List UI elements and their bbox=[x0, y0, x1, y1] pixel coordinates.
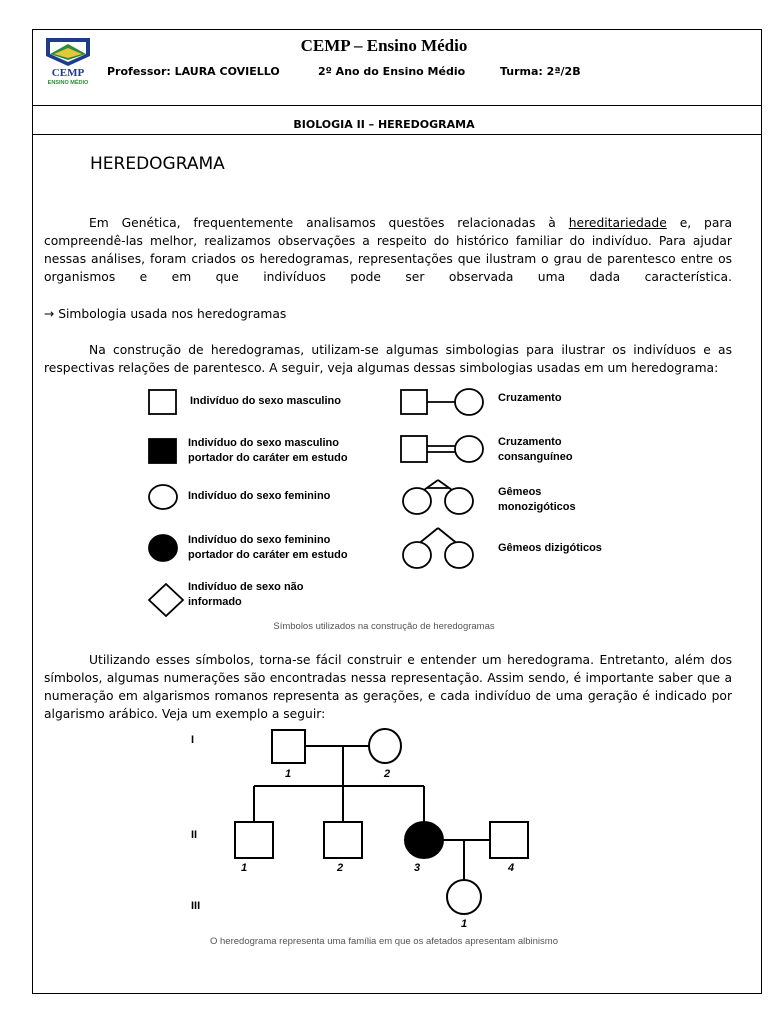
professor-label: Professor: LAURA COVIELLO bbox=[107, 65, 280, 78]
legend-mz-twins: Gêmeos monozigóticos bbox=[498, 486, 576, 513]
school-title: CEMP – Ensino Médio bbox=[300, 36, 468, 55]
symbols-line-2: respectivas relações de parentesco. A seguir, veja algumas dessas simbologias usadas em um heredograma: bbox=[44, 361, 719, 375]
svg-text:ENSINO MÉDIO: ENSINO MÉDIO bbox=[47, 80, 89, 86]
legend-female: Indivíduo do sexo feminino bbox=[188, 490, 331, 502]
gen1-number-2: 2 bbox=[384, 768, 391, 780]
page-title: HEREDOGRAMA bbox=[90, 154, 225, 174]
hereditariedade-link[interactable]: hereditariedade bbox=[568, 216, 667, 230]
gen1-female-2 bbox=[369, 729, 401, 763]
generation-label-1: I bbox=[191, 734, 195, 746]
generation-label-2: II bbox=[191, 829, 198, 841]
gen2-number-3: 3 bbox=[414, 862, 421, 874]
legend-male: Indivíduo do sexo masculino bbox=[190, 395, 341, 407]
intro-line-1: Em Genética, frequentemente analisamos questões relacionadas à hereditariedade e, para bbox=[89, 216, 732, 230]
legend-affected-male: Indivíduo do sexo masculino portador do caráter em estudo bbox=[188, 437, 348, 464]
example-line-2: símbolos, algumas numerações são encontradas nessa representação. Assim sendo, é importante saber que a bbox=[44, 671, 732, 685]
gen2-number-2: 2 bbox=[337, 862, 344, 874]
legend-affected-female: Indivíduo do sexo feminino portador do caráter em estudo bbox=[188, 534, 348, 561]
legend-mating: Cruzamento bbox=[498, 392, 562, 404]
generation-label-3: III bbox=[191, 900, 201, 912]
subject-title: BIOLOGIA II – HEREDOGRAMA bbox=[293, 118, 475, 131]
gen3-number-1: 1 bbox=[461, 918, 468, 930]
intro-line-4: organismos e em que indivíduos pode ser observada uma dada característica. bbox=[44, 270, 732, 284]
example-line-3: numeração em algarismos romanos representa as gerações, e cada indivíduo de uma geração é indicado por bbox=[44, 689, 732, 703]
gen1-number-1: 1 bbox=[285, 768, 292, 780]
gen2-number-1: 1 bbox=[241, 862, 248, 874]
legend-consanguineous: Cruzamento consanguíneo bbox=[498, 436, 573, 463]
gen1-male-1 bbox=[272, 730, 305, 763]
legend-dz-twins: Gêmeos dizigóticos bbox=[498, 542, 602, 554]
grade-label: 2º Ano do Ensino Médio bbox=[318, 65, 466, 78]
gen2-number-4: 4 bbox=[508, 862, 515, 874]
symbols-caption: Símbolos utilizados na construção de heredogramas bbox=[273, 621, 495, 632]
symbols-line-1: Na construção de heredogramas, utilizam-se algumas simbologias para ilustrar os indivíduos e as bbox=[89, 343, 732, 357]
class-label: Turma: 2ª/2B bbox=[500, 65, 581, 78]
gen3-female-1 bbox=[447, 880, 481, 914]
svg-text:CEMP: CEMP bbox=[51, 67, 85, 79]
intro-line-2: compreendê-las melhor, realizamos observações a respeito do histórico familiar do indivíduo. Para ajudar bbox=[44, 234, 732, 248]
legend-unknown-sex: Indivíduo de sexo não informado bbox=[188, 581, 304, 608]
intro-line-3: nessas análises, foram criados os heredogramas, representações que ilustram o grau de parentesco entre os bbox=[44, 252, 732, 266]
pedigree-caption: O heredograma representa uma família em que os afetados apresentam albinismo bbox=[210, 936, 558, 947]
example-line-1: Utilizando esses símbolos, torna-se fácil construir e entender um heredograma. Entretanto, além dos bbox=[89, 653, 732, 667]
gen2-male-4 bbox=[490, 822, 528, 858]
section-bullet: → Simbologia usada nos heredogramas bbox=[44, 307, 287, 321]
gen2-male-2 bbox=[324, 822, 362, 858]
example-line-4: algarismo arábico. Veja um exemplo a seguir: bbox=[44, 707, 326, 721]
gen2-male-1 bbox=[235, 822, 273, 858]
gen2-affected-female-3 bbox=[405, 822, 443, 858]
